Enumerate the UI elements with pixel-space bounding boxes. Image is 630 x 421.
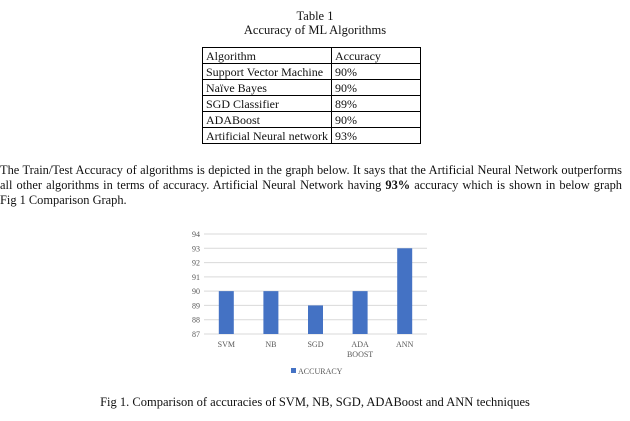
y-tick-label: 88 xyxy=(192,315,200,325)
accuracy-cell: 90% xyxy=(331,112,420,128)
bar-ada-boost xyxy=(353,291,368,334)
y-tick-label: 90 xyxy=(192,287,200,297)
legend-swatch xyxy=(291,368,296,373)
y-tick-label: 92 xyxy=(192,258,200,268)
table-row xyxy=(203,80,421,96)
table-header-row xyxy=(203,48,421,64)
bar-ann xyxy=(397,248,412,334)
algorithm-cell: Support Vector Machine xyxy=(203,64,332,80)
paragraph-text-end: accuracy which is shown in below graph Fig 1 Comparison Graph. xyxy=(0,178,622,207)
table-caption-title: Accuracy of ML Algorithms xyxy=(243,23,387,37)
x-tick-label: BOOST xyxy=(346,350,374,359)
header-accuracy: Accuracy xyxy=(331,48,420,64)
x-tick-label: ADA xyxy=(351,340,369,349)
accuracy-cell: 90% xyxy=(331,80,420,96)
y-tick-label: 89 xyxy=(192,301,200,311)
algorithm-cell: SGD Classifier xyxy=(203,96,332,112)
algorithm-cell: Artificial Neural network xyxy=(203,128,332,144)
y-tick-label: 93 xyxy=(192,244,200,254)
paragraph-text-start: The Train/Test Accuracy of algorithms is depicted in the graph below. It says that the Artificial Neural Network outperforms all other algorithms in terms of accuracy. Artificial Neural Network having xyxy=(0,163,622,192)
table-row xyxy=(203,128,421,144)
accuracy-cell: 93% xyxy=(331,128,420,144)
body-paragraph xyxy=(0,163,622,208)
table-row xyxy=(203,96,421,112)
y-tick-label: 87 xyxy=(192,330,200,339)
x-tick-label: SGD xyxy=(307,340,324,349)
bar-nb xyxy=(263,291,278,334)
y-tick-label: 91 xyxy=(192,272,200,282)
y-tick-label: 94 xyxy=(192,230,200,239)
table-row xyxy=(203,64,421,80)
accuracy-bar-chart xyxy=(185,222,445,392)
accuracy-cell: 90% xyxy=(331,64,420,80)
table-row xyxy=(203,112,421,128)
algorithm-cell: Naïve Bayes xyxy=(203,80,332,96)
bar-svm xyxy=(219,291,234,334)
bar-sgd xyxy=(308,305,323,334)
legend-label: ACCURACY xyxy=(298,367,343,376)
x-tick-label: NB xyxy=(265,340,277,349)
x-tick-label: SVM xyxy=(217,340,235,349)
table-caption-number: Table 1 xyxy=(296,9,334,23)
x-tick-label: ANN xyxy=(396,340,414,349)
paragraph-bold-value: 93% xyxy=(385,178,411,192)
accuracy-table xyxy=(202,47,421,144)
accuracy-cell: 89% xyxy=(331,96,420,112)
algorithm-cell: ADABoost xyxy=(203,112,332,128)
figure-caption: Fig 1. Comparison of accuracies of SVM, NB, SGD, ADABoost and ANN techniques xyxy=(100,395,530,409)
header-algorithm: Algorithm xyxy=(203,48,332,64)
